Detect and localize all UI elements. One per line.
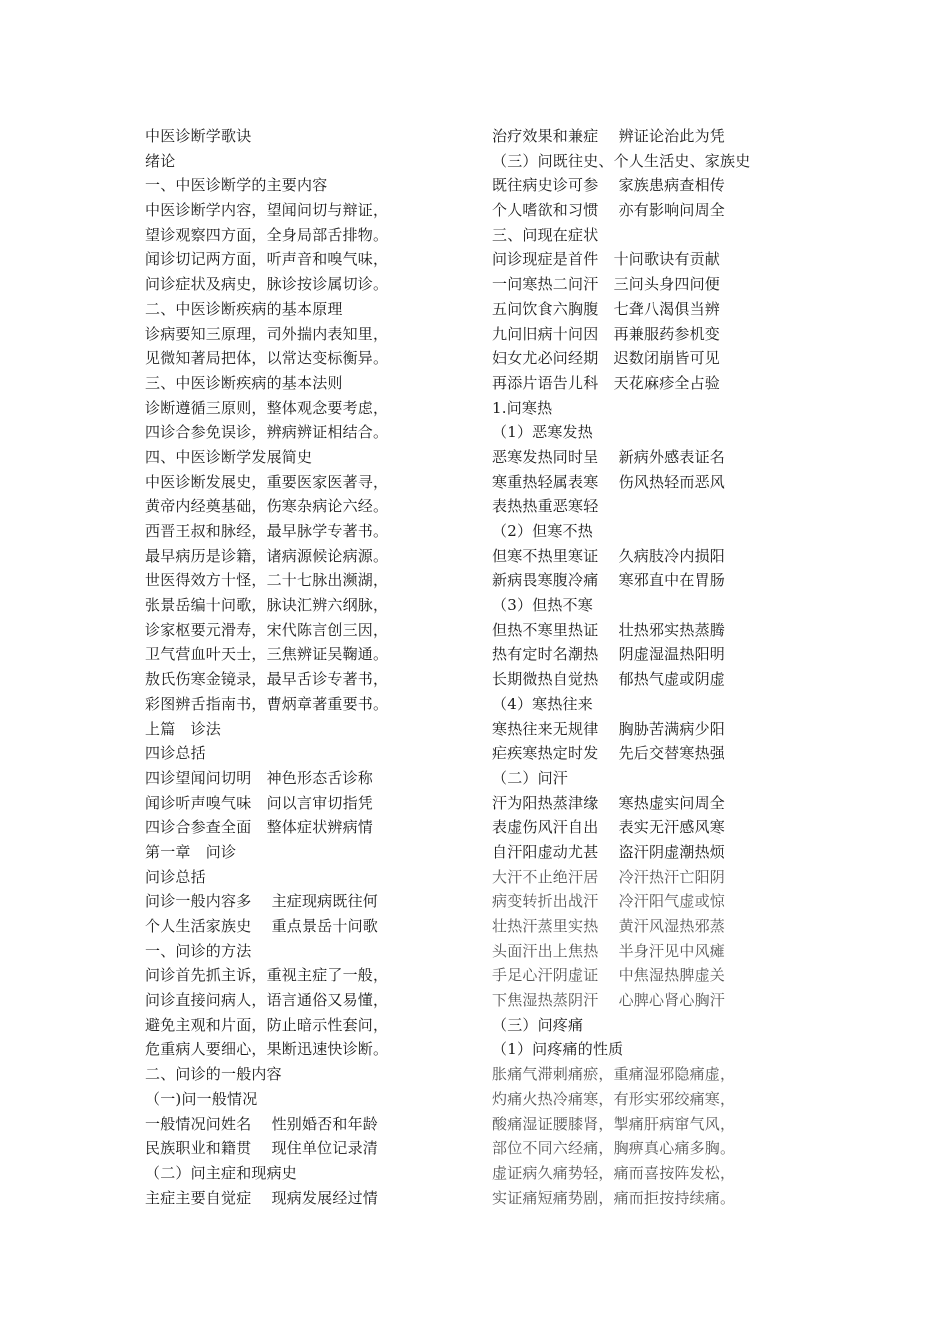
right-text-line: 酸痛湿证腰膝肾，掣痛肝病窜气风，	[492, 1114, 736, 1133]
left-text-line: 个人生活家族史 重点景岳十问歌	[145, 917, 378, 935]
right-text-line: 再添片语告儿科 天花麻疹全占验	[492, 373, 721, 392]
left-text-line: 二、问诊的一般内容	[145, 1065, 282, 1084]
left-text-line: 绪论	[145, 151, 176, 170]
right-text-line: 实证痛短痛势剧，痛而拒按持续痛。	[492, 1188, 736, 1207]
right-text-line: 手足心汗阴虚证 中焦湿热脾虚关	[492, 966, 725, 985]
right-text-line: 病变转折出战汗 冷汗阳气虚或惊	[492, 892, 725, 911]
left-text-line: 问诊一般内容多 主症现病既往何	[145, 892, 378, 911]
right-text-line: 表虚伤风汗自出 表实无汗感风寒	[492, 818, 725, 837]
left-text-line: 闻诊切记两方面，听声音和嗅气味，	[145, 250, 389, 269]
right-text-line: （2）但寒不热	[492, 522, 593, 540]
right-text-line: （三）问疼痛	[492, 1015, 584, 1034]
left-text-line: 卫气营血叶天士，三焦辨证吴鞠通。	[145, 645, 389, 664]
right-text-line: 表热热重恶寒轻	[492, 497, 599, 516]
right-text-line: 三、问现在症状	[492, 225, 599, 244]
left-text-line: 西晋王叔和脉经，最早脉学专著书。	[145, 522, 389, 540]
right-text-line: （3）但热不寒	[492, 596, 593, 615]
left-text-line: 敖氏伤寒金镜录，最早舌诊专著书，	[145, 670, 389, 689]
left-text-line: 张景岳编十问歌，脉诀汇辨六纲脉，	[145, 596, 389, 615]
left-text-line: 见微知著局把体，以常达变标衡异。	[145, 349, 389, 368]
left-text-line: 避免主观和片面，防止暗示性套问，	[145, 1015, 389, 1034]
left-text-line: 三、中医诊断疾病的基本法则	[145, 373, 343, 392]
left-text-line: 危重病人要细心，果断迅速快诊断。	[145, 1040, 389, 1059]
right-text-line: 长期微热自觉热 郁热气虚或阴虚	[492, 670, 725, 689]
left-text-line: 第一章 问诊	[145, 842, 237, 861]
right-text-line: 壮热汗蒸里实热 黄汗风湿热邪蒸	[492, 917, 725, 935]
left-text-line: 中医诊断学内容，望闻问切与辩证，	[145, 201, 389, 220]
left-text-line: 中医诊断学歌诀	[145, 127, 252, 145]
left-text-line: 主症主要自觉症 现病发展经过情	[145, 1188, 378, 1207]
left-text-line: 四、中医诊断学发展简史	[145, 447, 313, 466]
right-text-line: 九问旧病十问因 再兼服药参机变	[492, 324, 721, 343]
right-text-line: 汗为阳热蒸津缘 寒热虚实问周全	[492, 793, 725, 812]
right-text-line: （1）恶寒发热	[492, 423, 593, 442]
left-text-line: 四诊望闻问切明 神色形态舌诊称	[145, 768, 374, 787]
right-text-line: 胀痛气滞刺痛瘀，重痛湿邪隐痛虚，	[492, 1065, 736, 1084]
right-text-line: 五问饮食六胸腹 七聋八渴俱当辨	[492, 299, 721, 318]
right-text-line: 虚证病久痛势轻，痛而喜按阵发松，	[492, 1163, 736, 1182]
left-text-column	[145, 124, 465, 1210]
right-text-line: 问诊现症是首件 十问歌诀有贡献	[492, 250, 721, 269]
left-text-line: 中医诊断发展史，重要医家医著寻，	[145, 472, 389, 491]
right-text-line: （4）寒热往来	[492, 694, 593, 713]
left-text-line: 四诊合参免误诊，辨病辨证相结合。	[145, 423, 389, 442]
left-text-line: 闻诊听声嗅气味 问以言审切指凭	[145, 793, 374, 812]
left-text-line: 一般情况问姓名 性别婚否和年龄	[145, 1114, 378, 1133]
right-text-line: （1）问疼痛的性质	[492, 1040, 624, 1059]
left-text-line: 民族职业和籍贯 现住单位记录清	[145, 1139, 378, 1158]
right-text-line: 但热不寒里热证 壮热邪实热蒸腾	[492, 620, 725, 639]
right-text-line: 寒热往来无规律 胸胁苦满病少阳	[492, 719, 725, 738]
left-text-line: 四诊合参查全面 整体症状辨病情	[145, 818, 374, 837]
left-text-line: 一、问诊的方法	[145, 941, 252, 960]
right-text-line: 寒重热轻属表寒 伤风热轻而恶风	[492, 472, 725, 491]
right-text-line: 下焦湿热蒸阴汗 心脾心肾心胸汗	[492, 991, 725, 1010]
right-text-column	[492, 124, 812, 1210]
right-text-line: 治疗效果和兼症 辨证论治此为凭	[492, 127, 725, 145]
right-text-line: 恶寒发热同时呈 新病外感表证名	[492, 447, 725, 466]
right-text-line: （三）问既往史、个人生活史、家族史	[492, 151, 751, 170]
left-text-line: （二）问主症和现病史	[145, 1163, 298, 1182]
left-text-line: 诊断遵循三原则，整体观念要考虑，	[145, 398, 389, 417]
left-text-line: 世医得效方十怪，二十七脉出濒湖，	[145, 571, 389, 590]
left-text-line: 四诊总括	[145, 744, 206, 763]
left-text-line: 诊病要知三原理，司外揣内表知里，	[145, 324, 389, 343]
left-text-line: 问诊总括	[145, 867, 206, 886]
right-text-line: 但寒不热里寒证 久病肢冷内损阳	[492, 546, 725, 565]
left-text-line: 黄帝内经奠基础，伤寒杂病论六经。	[145, 497, 389, 516]
right-text-line: 灼痛火热冷痛寒，有形实邪绞痛寒，	[492, 1089, 736, 1108]
left-text-line: 最早病历是诊籍，诸病源候论病源。	[145, 546, 389, 565]
left-text-line: 二、中医诊断疾病的基本原理	[145, 299, 343, 318]
left-text-line: 诊家枢要元滑寿，宋代陈言创三因，	[145, 620, 389, 639]
right-text-line: 一问寒热二问汗 三问头身四问便	[492, 275, 721, 294]
left-text-line: （一)问一般情况	[145, 1089, 258, 1108]
right-text-line: 新病畏寒腹冷痛 寒邪直中在胃肠	[492, 571, 725, 590]
left-text-line: 望诊观察四方面，全身局部舌排物。	[145, 225, 389, 244]
left-text-line: 问诊首先抓主诉，重视主症了一般，	[145, 966, 389, 985]
right-text-line: 既往病史诊可参 家族患病查相传	[492, 176, 725, 195]
right-text-line: 大汗不止绝汗居 冷汗热汗亡阳阴	[492, 867, 725, 886]
right-text-line: 1.问寒热	[492, 398, 553, 417]
right-text-line: 疟疾寒热定时发 先后交替寒热强	[492, 744, 725, 763]
right-text-line: 妇女尤必问经期 迟数闭崩皆可见	[492, 349, 721, 368]
left-text-line: 彩图辨舌指南书，曹炳章著重要书。	[145, 694, 389, 713]
left-text-line: 一、中医诊断学的主要内容	[145, 176, 328, 195]
right-text-line: 自汗阳虚动尤甚 盗汗阴虚潮热烦	[492, 842, 725, 861]
right-text-line: 部位不同六经痛，胸痹真心痛多胸。	[492, 1139, 736, 1158]
right-text-line: 个人嗜欲和习惯 亦有影响问周全	[492, 201, 725, 220]
right-text-line: 头面汗出上焦热 半身汗见中风瘫	[492, 941, 725, 960]
left-text-line: 问诊症状及病史，脉诊按诊属切诊。	[145, 275, 389, 294]
right-text-line: 热有定时名潮热 阴虚湿温热阳明	[492, 645, 725, 664]
left-text-line: 问诊直接问病人，语言通俗又易懂，	[145, 991, 389, 1010]
left-text-line: 上篇 诊法	[145, 719, 222, 738]
right-text-line: （二）问汗	[492, 768, 569, 787]
